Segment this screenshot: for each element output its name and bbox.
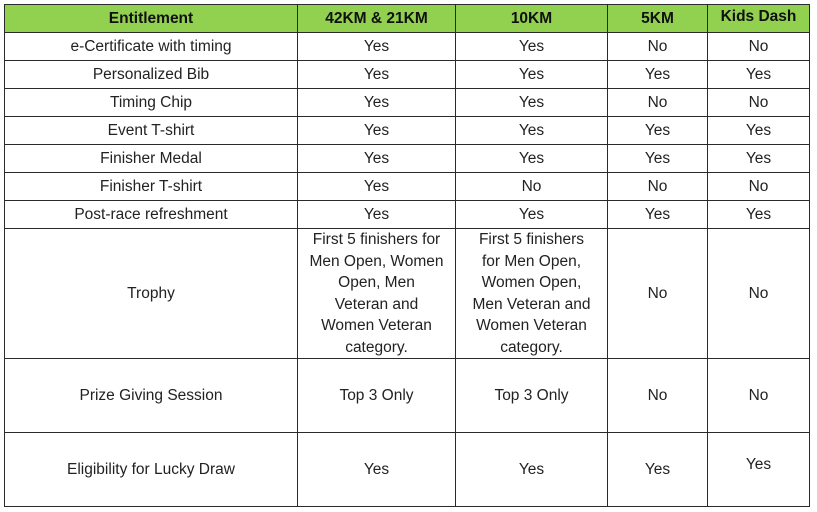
row-label: Finisher Medal: [5, 145, 298, 173]
cell-5km: No: [608, 33, 708, 61]
trophy-line: category.: [345, 338, 408, 356]
cell-kids-dash: No: [708, 89, 810, 117]
header-10km: 10KM: [456, 5, 608, 33]
row-label: Eligibility for Lucky Draw: [5, 433, 298, 507]
cell-10km: [456, 229, 608, 359]
trophy-line: Men Open, Women: [309, 252, 444, 270]
cell-kids-dash: Yes: [708, 201, 810, 229]
cell-42km-21km: Yes: [298, 173, 456, 201]
row-label: Prize Giving Session: [5, 359, 298, 433]
cell-42km-21km: Top 3 Only: [298, 359, 456, 433]
table-row: [5, 145, 810, 173]
cell-10km: Yes: [456, 201, 608, 229]
cell-5km: Yes: [608, 61, 708, 89]
header-row: [5, 5, 810, 33]
row-label: Event T-shirt: [5, 117, 298, 145]
header-kids-dash: Kids Dash: [708, 5, 810, 33]
trophy-line: Women Veteran: [321, 317, 432, 334]
cell-10km: Yes: [456, 89, 608, 117]
cell-5km: No: [608, 359, 708, 433]
cell-10km: Yes: [456, 117, 608, 145]
cell-kids-dash: Yes: [708, 117, 810, 145]
cell-kids-dash: Yes: [708, 145, 810, 173]
table-row: [5, 89, 810, 117]
trophy-line: category.: [500, 338, 563, 356]
cell-kids-dash: Yes: [708, 61, 810, 89]
header-42km-21km: 42KM & 21KM: [298, 5, 456, 33]
cell-42km-21km: Yes: [298, 433, 456, 507]
table-row: [5, 173, 810, 201]
cell-42km-21km: Yes: [298, 201, 456, 229]
trophy-line: Men Veteran and: [472, 295, 591, 313]
table-row: [5, 61, 810, 89]
entitlement-table: [4, 4, 810, 507]
table-row: [5, 201, 810, 229]
table-header: [5, 5, 810, 33]
cell-kids-dash: Yes: [708, 433, 810, 507]
cell-kids-dash: No: [708, 229, 810, 359]
cell-5km: No: [608, 173, 708, 201]
cell-10km: Yes: [456, 33, 608, 61]
cell-10km: Yes: [456, 145, 608, 173]
header-5km: 5KM: [608, 5, 708, 33]
cell-42km-21km: Yes: [298, 61, 456, 89]
row-label: Trophy: [5, 229, 298, 359]
cell-5km: Yes: [608, 117, 708, 145]
row-label: Personalized Bib: [5, 61, 298, 89]
cell-kids-dash: No: [708, 33, 810, 61]
cell-42km-21km: Yes: [298, 117, 456, 145]
cell-5km: Yes: [608, 145, 708, 173]
cell-10km: Top 3 Only: [456, 359, 608, 433]
trophy-line: Women Open,: [481, 274, 582, 291]
cell-10km: No: [456, 173, 608, 201]
cell-42km-21km: Yes: [298, 145, 456, 173]
cell-kids-dash: No: [708, 173, 810, 201]
row-label: Post-race refreshment: [5, 201, 298, 229]
cell-5km: No: [608, 229, 708, 359]
trophy-line: Open, Men: [338, 274, 415, 291]
row-label: Timing Chip: [5, 89, 298, 117]
row-label: e-Certificate with timing: [5, 33, 298, 61]
cell-5km: No: [608, 89, 708, 117]
trophy-line: Women Veteran: [476, 317, 587, 334]
cell-10km: Yes: [456, 433, 608, 507]
table-body: [5, 33, 810, 507]
cell-42km-21km: Yes: [298, 33, 456, 61]
trophy-line: Veteran and: [334, 295, 419, 313]
cell-10km: Yes: [456, 61, 608, 89]
row-label: Finisher T-shirt: [5, 173, 298, 201]
cell-42km-21km: [298, 229, 456, 359]
trophy-line: First 5 finishers: [478, 231, 585, 248]
header-entitlement: Entitlement: [5, 5, 298, 33]
trophy-line: First 5 finishers for: [312, 231, 441, 248]
table-row-prize-giving: [5, 359, 810, 433]
table-row: [5, 33, 810, 61]
table-row-lucky-draw: [5, 433, 810, 507]
cell-5km: Yes: [608, 201, 708, 229]
cell-kids-dash: No: [708, 359, 810, 433]
trophy-line: for Men Open,: [481, 252, 582, 270]
cell-5km: Yes: [608, 433, 708, 507]
table-row: [5, 117, 810, 145]
cell-42km-21km: Yes: [298, 89, 456, 117]
table-row-trophy: [5, 229, 810, 359]
